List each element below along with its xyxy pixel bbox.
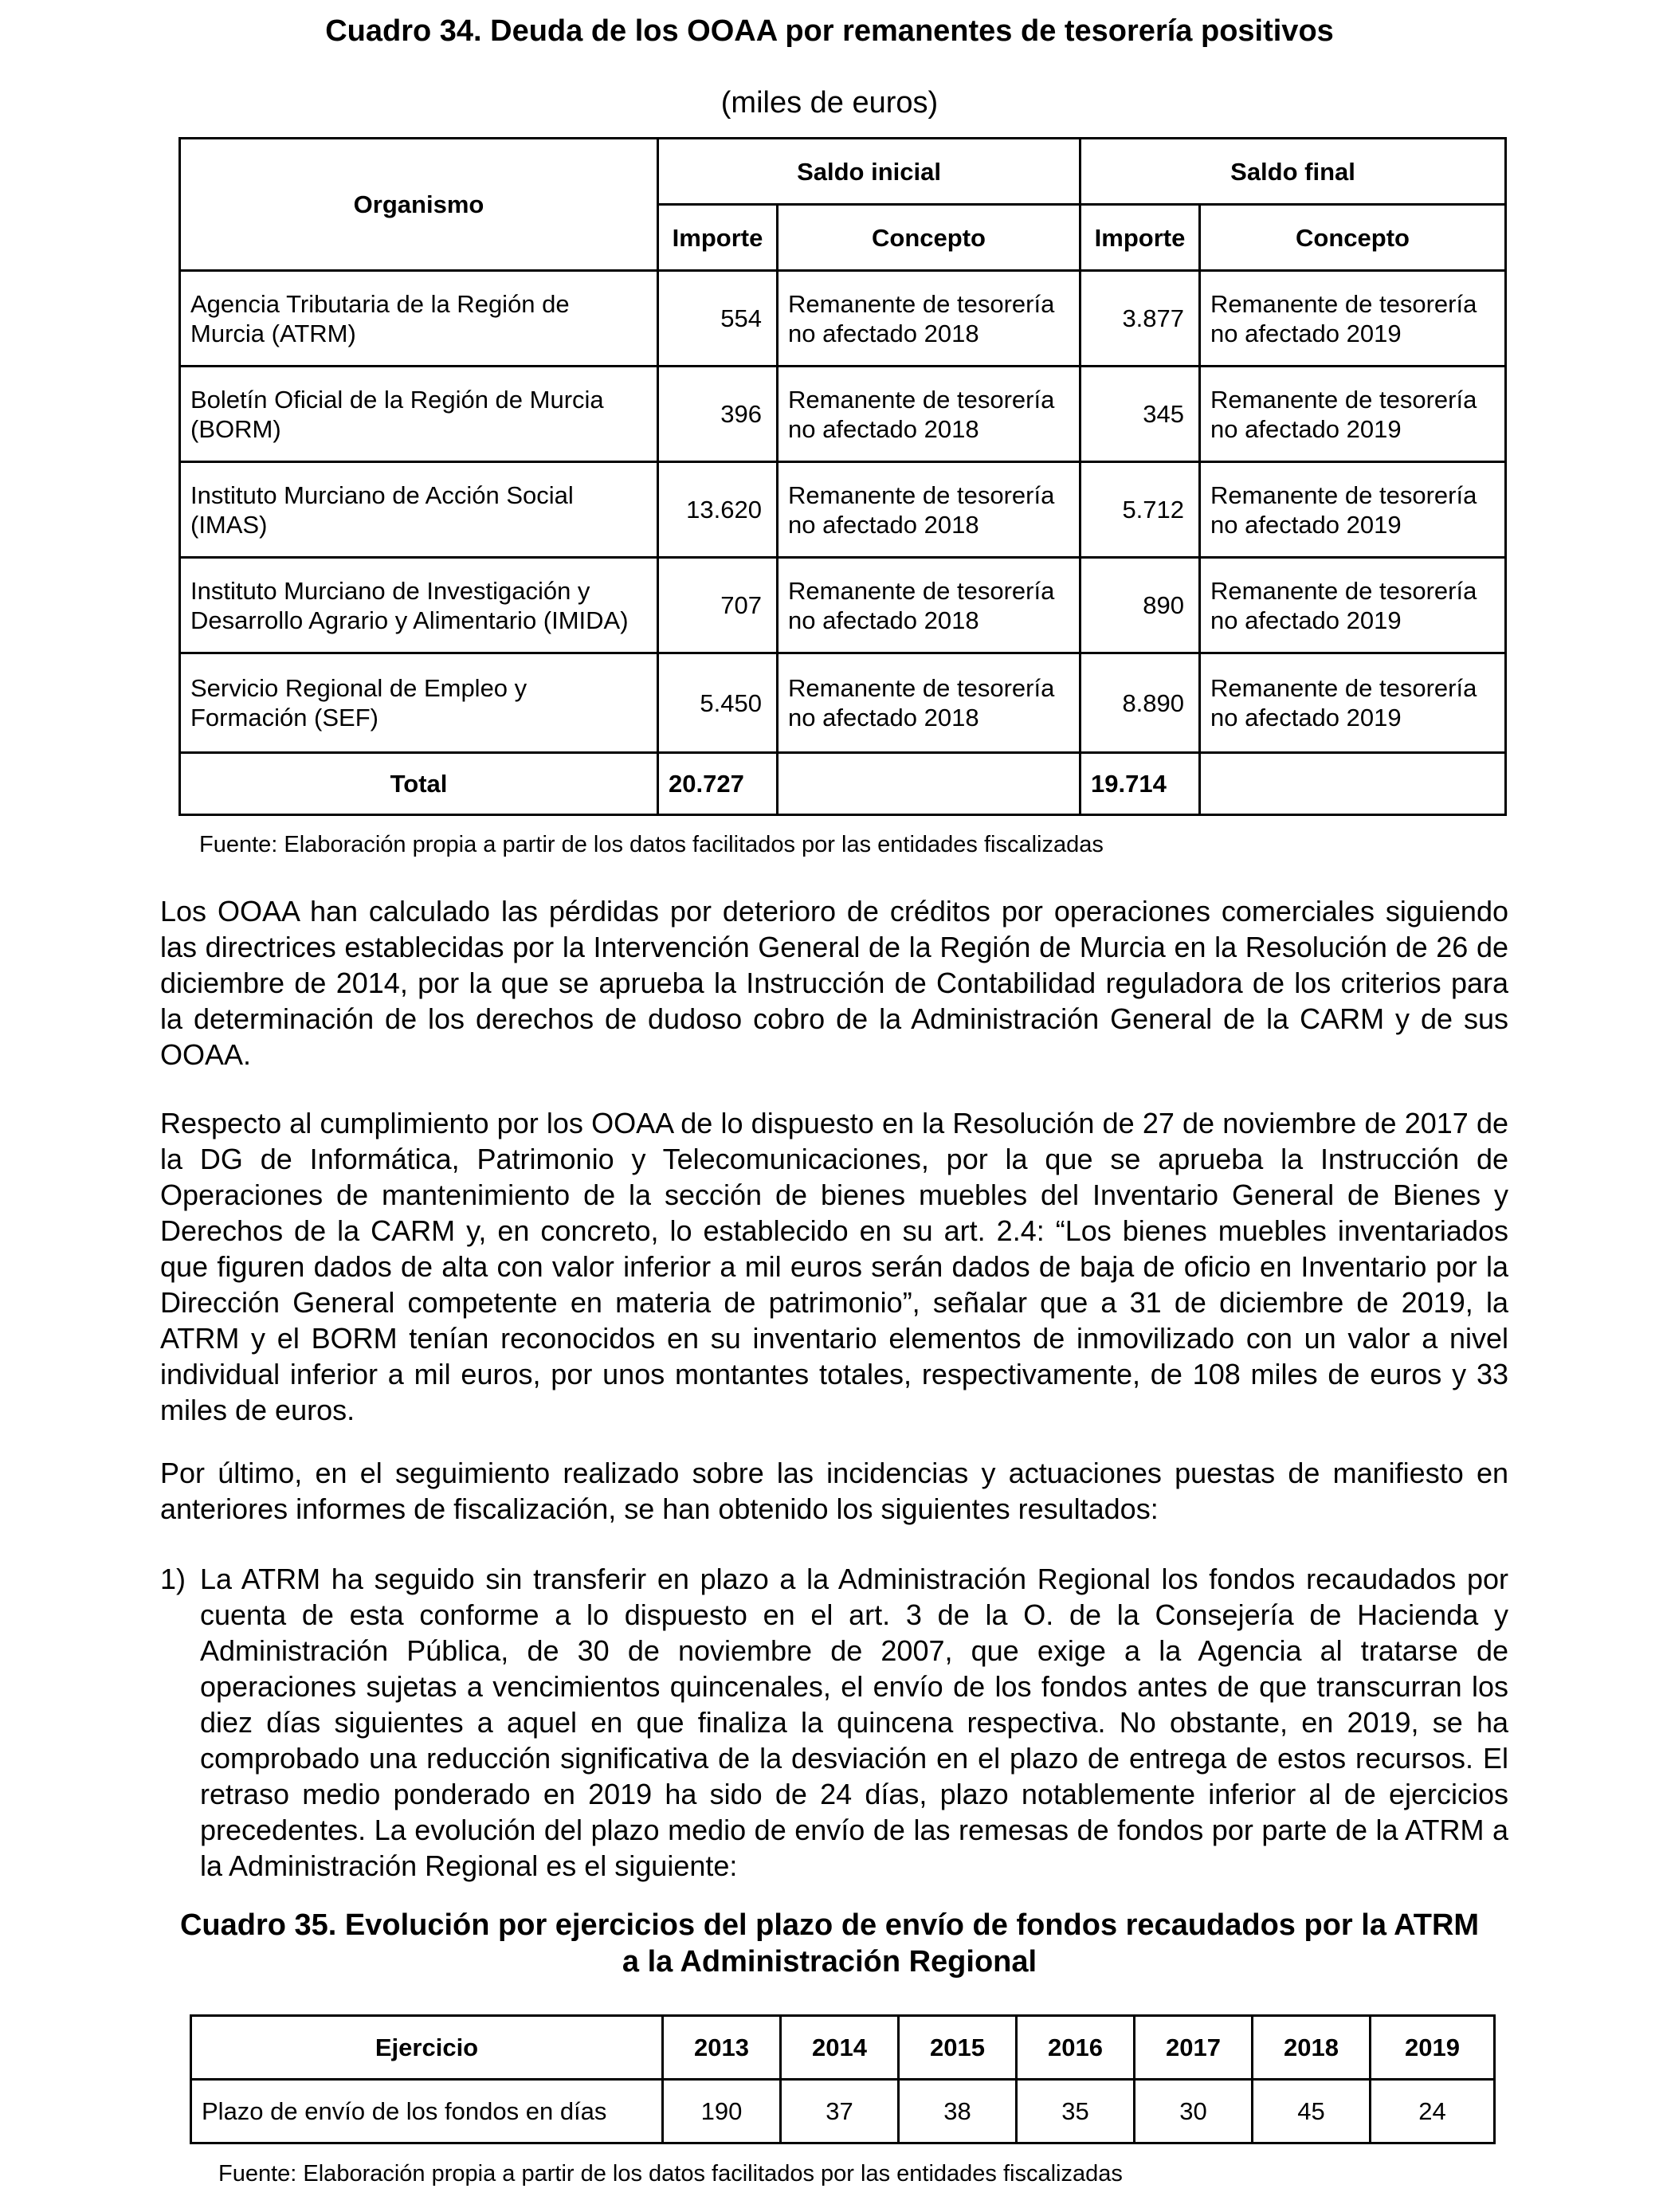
organismo-cell: Agencia Tributaria de la Región de Murcia (ATRM) — [180, 271, 658, 367]
importe-final-cell: 3.877 — [1081, 271, 1200, 367]
organismo-cell: Servicio Regional de Empleo y Formación (SEF) — [180, 653, 658, 753]
value-cell: 30 — [1135, 2080, 1253, 2143]
concepto-final-cell: Remanente de tesorería no afectado 2019 — [1200, 367, 1506, 462]
importe-final-cell: 890 — [1081, 558, 1200, 653]
value-cell: 45 — [1253, 2080, 1371, 2143]
header-concepto-final: Concepto — [1200, 205, 1506, 271]
importe-inicial-cell: 554 — [658, 271, 778, 367]
list-item-text: La ATRM ha seguido sin transferir en plazo a la Administración Regional los fondos recaudados por cuenta de esta conforme a lo dispuesto en el art. 3 de la O. de la Consejería de Hacienda y Administración Pública, de 30 de noviembre de 2007, que exige a la Agencia al tratarse de operaciones sujetas a vencimientos quincenales, el envío de los fondos antes de que transcurran los diez días siguientes a aquel en que finaliza la quincena respectiva. No obstante, en 2019, se ha comprobado una reducción significativa de la desviación en el plazo de entrega de estos recursos. El retraso medio ponderado en 2019 ha sido de 24 días, plazo notablemente inferior al de ejercicios precedentes. La evolución del plazo medio de envío de las remesas de fondos por parte de la ATRM a la Administración Regional es el siguiente: — [200, 1563, 1508, 1882]
table34-source: Fuente: Elaboración propia a partir de los datos facilitados por las entidades fiscalizadas — [199, 832, 1104, 857]
table35 — [190, 2014, 1496, 2144]
concepto-final-cell: Remanente de tesorería no afectado 2019 — [1200, 653, 1506, 753]
paragraph-3: Por último, en el seguimiento realizado sobre las incidencias y actuaciones puestas de manifiesto en anteriores informes de fiscalización, se han obtenido los siguientes resultados: — [160, 1457, 1508, 1525]
concepto-inicial-cell: Remanente de tesorería no afectado 2018 — [778, 367, 1081, 462]
table35-title: Cuadro 35. Evolución por ejercicios del plazo de envío de fondos recaudados por la ATRM a la Administración Regional — [179, 1908, 1480, 1979]
importe-inicial-cell: 13.620 — [658, 462, 778, 558]
header-saldo-final: Saldo final — [1081, 139, 1506, 205]
total-importe-inicial: 20.727 — [658, 753, 778, 815]
concepto-inicial-cell: Remanente de tesorería no afectado 2018 — [778, 462, 1081, 558]
header-ejercicio: Ejercicio — [191, 2016, 663, 2080]
organismo-cell: Instituto Murciano de Acción Social (IMAS) — [180, 462, 658, 558]
header-saldo-inicial: Saldo inicial — [658, 139, 1081, 205]
table34 — [178, 137, 1507, 816]
empty-cell — [778, 753, 1081, 815]
header-year: 2014 — [781, 2016, 899, 2080]
table-row — [180, 367, 1506, 462]
header-year: 2015 — [899, 2016, 1017, 2080]
concepto-inicial-cell: Remanente de tesorería no afectado 2018 — [778, 271, 1081, 367]
importe-inicial-cell: 707 — [658, 558, 778, 653]
table35-header-row — [191, 2016, 1495, 2080]
row-label: Plazo de envío de los fondos en días — [191, 2080, 663, 2143]
concepto-final-cell: Remanente de tesorería no afectado 2019 — [1200, 558, 1506, 653]
table-row — [180, 271, 1506, 367]
organismo-cell: Boletín Oficial de la Región de Murcia (BORM) — [180, 367, 658, 462]
importe-final-cell: 5.712 — [1081, 462, 1200, 558]
value-cell: 24 — [1371, 2080, 1495, 2143]
table35-source: Fuente: Elaboración propia a partir de los datos facilitados por las entidades fiscalizadas — [218, 2161, 1123, 2187]
header-importe-final: Importe — [1081, 205, 1200, 271]
value-cell: 37 — [781, 2080, 899, 2143]
header-year: 2019 — [1371, 2016, 1495, 2080]
value-cell: 38 — [899, 2080, 1017, 2143]
header-year: 2017 — [1135, 2016, 1253, 2080]
paragraph-1: Los OOAA han calculado las pérdidas por deterioro de créditos por operaciones comerciales siguiendo las directrices establecidas por la Intervención General de la Región de Murcia en la Resolución de 26 de diciembre de 2014, por la que se aprueba la Instrucción de Contabilidad reguladora de los criterios para la determinación de los derechos de dudoso cobro de la Administración General de la CARM y de sus OOAA. — [160, 895, 1508, 1071]
table34-units: (miles de euros) — [720, 86, 939, 120]
table-row — [191, 2080, 1495, 2143]
header-year: 2018 — [1253, 2016, 1371, 2080]
total-row — [180, 753, 1506, 815]
list-item-number: 1) — [160, 1563, 186, 1595]
header-importe-inicial: Importe — [658, 205, 778, 271]
table-row — [180, 558, 1506, 653]
concepto-final-cell: Remanente de tesorería no afectado 2019 — [1200, 462, 1506, 558]
header-concepto-inicial: Concepto — [778, 205, 1081, 271]
header-year: 2016 — [1017, 2016, 1135, 2080]
importe-final-cell: 8.890 — [1081, 653, 1200, 753]
table-row — [180, 462, 1506, 558]
importe-final-cell: 345 — [1081, 367, 1200, 462]
table34-title: Cuadro 34. Deuda de los OOAA por remanentes de tesorería positivos — [325, 14, 1334, 48]
concepto-inicial-cell: Remanente de tesorería no afectado 2018 — [778, 653, 1081, 753]
total-label: Total — [180, 753, 658, 815]
importe-inicial-cell: 396 — [658, 367, 778, 462]
header-year: 2013 — [663, 2016, 781, 2080]
table-row — [180, 653, 1506, 753]
empty-cell — [1200, 753, 1506, 815]
value-cell: 35 — [1017, 2080, 1135, 2143]
concepto-final-cell: Remanente de tesorería no afectado 2019 — [1200, 271, 1506, 367]
total-importe-final: 19.714 — [1081, 753, 1200, 815]
paragraph-2: Respecto al cumplimiento por los OOAA de lo dispuesto en la Resolución de 27 de noviembre de 2017 de la DG de Informática, Patrimonio y Telecomunicaciones, por la que se aprueba la Instrucción de Operaciones de mantenimiento de la sección de bienes muebles del Inventario General de Bienes y Derechos de la CARM y, en concreto, lo establecido en su art. 2.4: “Los bienes muebles inventariados que figuren dados de alta con valor inferior a mil euros serán dados de baja de oficio en Inventario por la Dirección General competente en materia de patrimonio”, señalar que a 31 de diciembre de 2019, la ATRM y el BORM tenían reconocidos en su inventario elementos de inmovilizado con un valor a nivel individual inferior a mil euros, por unos montantes totales, respectivamente, de 108 miles de euros y 33 miles de euros. — [160, 1107, 1508, 1426]
header-organismo: Organismo — [180, 139, 658, 271]
value-cell: 190 — [663, 2080, 781, 2143]
importe-inicial-cell: 5.450 — [658, 653, 778, 753]
concepto-inicial-cell: Remanente de tesorería no afectado 2018 — [778, 558, 1081, 653]
organismo-cell: Instituto Murciano de Investigación y Desarrollo Agrario y Alimentario (IMIDA) — [180, 558, 658, 653]
